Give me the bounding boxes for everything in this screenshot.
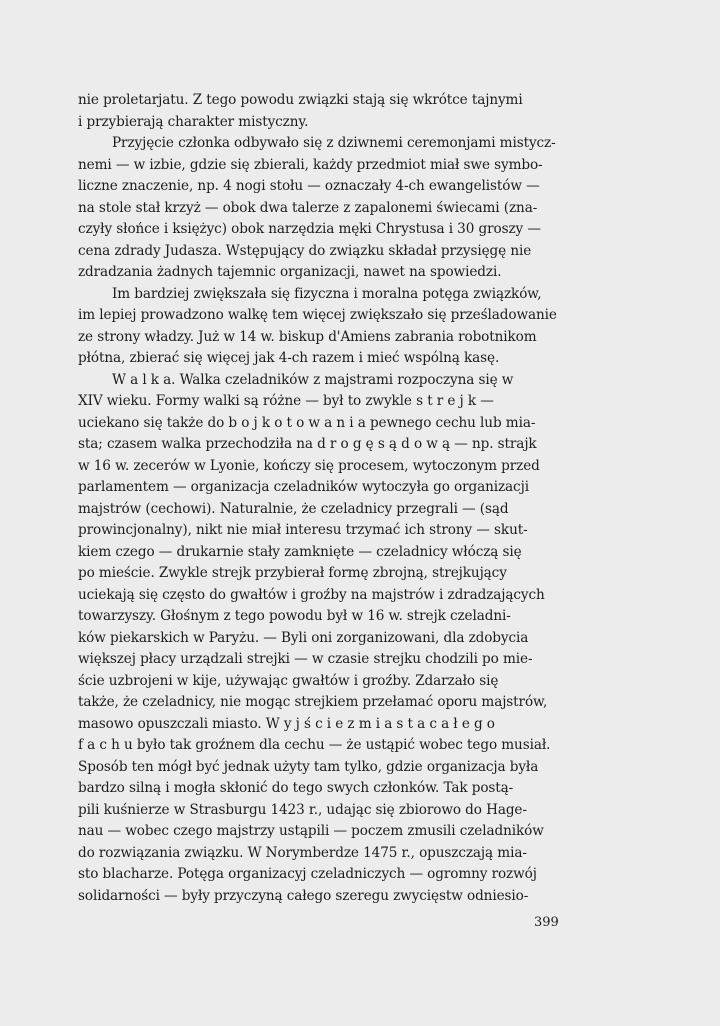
page-number: 399 (534, 915, 559, 930)
text-line: zdradzania żadnych tajemnic organizacji, nawet na spowiedzi. (78, 264, 502, 280)
text-line: sta; czasem walka przechodziła na d r o g ę s ą d o w ą — np. strajk (78, 436, 537, 452)
paragraph-start-line: Im bardziej zwiększała się fizyczna i moralna potęga związków, (112, 285, 542, 302)
paragraph-start-line: Przyjęcie członka odbywało się z dziwnemi ceremonjami mistycz- (112, 135, 556, 151)
text-line: na stole stał krzyż — obok dwa talerze z zapalonemi świecami (zna- (78, 199, 538, 216)
text-line: po mieście. Zwykle strejk przybierał formę zbrojną, strejkujący (78, 565, 507, 581)
text-line: f a c h u było tak groźnem dla cechu — że ustąpić wobec tego musiał. (78, 737, 551, 753)
text-line: większej płacy urządzali strejki — w czasie strejku chodzili po mie- (78, 651, 533, 667)
text-line: i przybierają charakter mistyczny. (78, 113, 309, 130)
text-line: czyły słońce i księżyc) obok narzędzia męki Chrystusa i 30 groszy — (78, 221, 541, 237)
text-line: także, że czeladnicy, nie mogąc strejkiem przełamać oporu majstrów, (78, 694, 548, 710)
text-line: nau — wobec czego majstrzy ustąpili — poczem zmusili czeladników (78, 823, 544, 839)
text-line: uciekano się także do b o j k o t o w a n i a pewnego cechu lub mia- (78, 414, 536, 431)
text-line: prowincjonalny), nikt nie miał interesu trzymać ich strony — skut- (78, 522, 528, 538)
text-line: nemi — w izbie, gdzie się zbierali, każdy przedmiot miał swe symbo- (78, 156, 543, 173)
text-line: w 16 w. zecerów w Lyonie, kończy się procesem, wytoczonym przed (78, 457, 540, 474)
text-line: im lepiej prowadzono walkę tem więcej zwiększało się prześladowanie (78, 307, 557, 323)
text-line: do rozwiązania związku. W Norymberdze 1475 r., opuszczają mia- (78, 844, 527, 861)
text-line: uciekają się często do gwałtów i groźby na majstrów i zdradzających (78, 586, 545, 603)
text-line: majstrów (cechowi). Naturalnie, że czeladnicy przegrali — (sąd (78, 500, 509, 517)
text-line: parlamentem — organizacja czeladników wytoczyła go organizacji (78, 479, 529, 495)
text-line: ście uzbrojeni w kije, używając gwałtów i groźby. Zdarzało się (78, 672, 499, 689)
text-line: płótna, zbierać się więcej jak 4-ch razem i mieć wspólną kasę. (78, 350, 500, 366)
text-line: solidarności — były przyczyną całego szeregu zwycięstw odniesio- (78, 887, 529, 904)
text-line: towarzyszy. Głośnym z tego powodu był w 16 w. strejk czeladni- (78, 608, 511, 624)
text-line: ków piekarskich w Paryżu. — Byli oni zorganizowani, dla zdobycia (78, 629, 529, 646)
paragraph-start-line: W a l k a. Walka czeladników z majstrami rozpoczyna się w (112, 371, 514, 388)
text-line: liczne znaczenie, np. 4 nogi stołu — oznaczały 4-ch ewangelistów — (78, 178, 540, 194)
body-text (78, 90, 570, 907)
text-line: cena zdrady Judasza. Wstępujący do związku składał przysięgę nie (78, 242, 532, 259)
text-line: pili kuśnierze w Strasburgu 1423 r., udając się zbiorowo do Hage- (78, 801, 527, 818)
text-line: bardzo silną i mogła skłonić do tego swych członków. Tak postą- (78, 780, 514, 796)
text-line: masowo opuszczali miasto. W y j ś c i e z m i a s t a c a ł e g o (78, 715, 495, 732)
text-line: nie proletarjatu. Z tego powodu związki stają się wkrótce tajnymi (78, 92, 523, 108)
text-line: kiem czego — drukarnie stały zamknięte — czeladnicy włóczą się (78, 543, 522, 560)
text-line: XIV wieku. Formy walki są różne — był to zwykle s t r e j k — (78, 393, 494, 409)
text-line: Sposób ten mógł być jednak użyty tam tylko, gdzie organizacja była (78, 758, 539, 775)
text-line: sto blacharze. Potęga organizacyj czeladniczych — ogromny rozwój (78, 866, 537, 882)
text-line: ze strony władzy. Już w 14 w. biskup d'Amiens zabrania robotnikom (78, 328, 537, 345)
